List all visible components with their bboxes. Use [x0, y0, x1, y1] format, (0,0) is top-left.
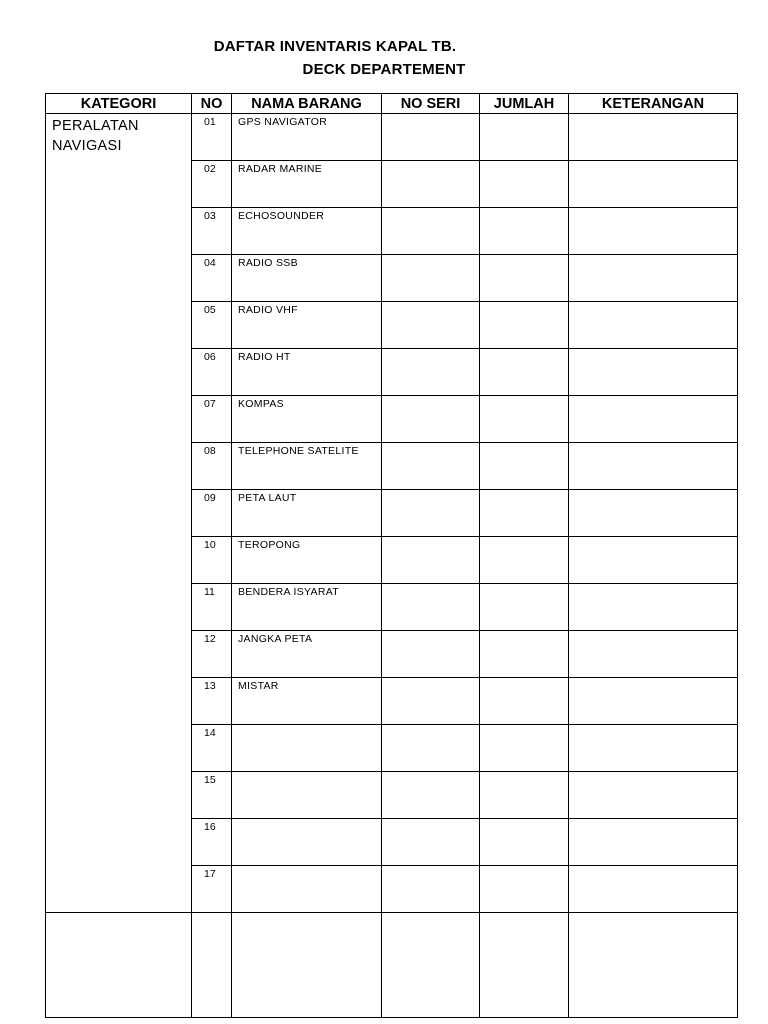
table-row [46, 114, 738, 161]
item-name [232, 725, 382, 772]
row-number: 08 [192, 443, 232, 490]
empty-quantity-cell [480, 913, 569, 1018]
quantity-cell [480, 114, 569, 161]
remarks-cell [569, 678, 738, 725]
quantity-cell [480, 208, 569, 255]
serial-number-cell [382, 678, 480, 725]
row-number: 11 [192, 584, 232, 631]
remarks-cell [569, 725, 738, 772]
item-name [232, 772, 382, 819]
row-number: 02 [192, 161, 232, 208]
remarks-cell [569, 161, 738, 208]
empty-serial-cell [382, 913, 480, 1018]
remarks-cell [569, 302, 738, 349]
serial-number-cell [382, 866, 480, 913]
remarks-cell [569, 866, 738, 913]
item-name: RADIO HT [232, 349, 382, 396]
row-number: 13 [192, 678, 232, 725]
serial-number-cell [382, 349, 480, 396]
inventory-table [45, 93, 738, 1018]
row-number: 16 [192, 819, 232, 866]
item-name: BENDERA ISYARAT [232, 584, 382, 631]
column-header-no: NO [192, 94, 232, 114]
row-number: 01 [192, 114, 232, 161]
remarks-cell [569, 208, 738, 255]
quantity-cell [480, 396, 569, 443]
quantity-cell [480, 490, 569, 537]
empty-name-cell [232, 913, 382, 1018]
row-number: 05 [192, 302, 232, 349]
column-header-jumlah: JUMLAH [480, 94, 569, 114]
quantity-cell [480, 255, 569, 302]
serial-number-cell [382, 208, 480, 255]
quantity-cell [480, 537, 569, 584]
remarks-cell [569, 255, 738, 302]
row-number: 14 [192, 725, 232, 772]
row-number: 03 [192, 208, 232, 255]
serial-number-cell [382, 772, 480, 819]
remarks-cell [569, 772, 738, 819]
quantity-cell [480, 443, 569, 490]
serial-number-cell [382, 161, 480, 208]
serial-number-cell [382, 584, 480, 631]
column-header-keterangan: KETERANGAN [569, 94, 738, 114]
item-name: MISTAR [232, 678, 382, 725]
empty-table-row [46, 913, 738, 1018]
quantity-cell [480, 678, 569, 725]
row-number: 09 [192, 490, 232, 537]
item-name: ECHOSOUNDER [232, 208, 382, 255]
row-number: 06 [192, 349, 232, 396]
serial-number-cell [382, 255, 480, 302]
serial-number-cell [382, 725, 480, 772]
item-name [232, 819, 382, 866]
remarks-cell [569, 396, 738, 443]
subtitle-text: DECK DEPARTEMENT [302, 61, 466, 78]
item-name: RADIO VHF [232, 302, 382, 349]
row-number: 04 [192, 255, 232, 302]
document-subtitle [0, 61, 768, 78]
serial-number-cell [382, 631, 480, 678]
quantity-cell [480, 819, 569, 866]
serial-number-cell [382, 302, 480, 349]
item-name: TELEPHONE SATELITE [232, 443, 382, 490]
row-number: 12 [192, 631, 232, 678]
empty-category-cell [46, 913, 192, 1018]
row-number: 17 [192, 866, 232, 913]
serial-number-cell [382, 114, 480, 161]
remarks-cell [569, 584, 738, 631]
row-number: 07 [192, 396, 232, 443]
column-header-no-seri: NO SERI [382, 94, 480, 114]
remarks-cell [569, 631, 738, 678]
quantity-cell [480, 302, 569, 349]
category-cell: PERALATAN NAVIGASI [46, 114, 192, 913]
item-name: TEROPONG [232, 537, 382, 584]
document-title: DAFTAR INVENTARIS KAPAL TB. [213, 38, 457, 55]
item-name: RADIO SSB [232, 255, 382, 302]
remarks-cell [569, 819, 738, 866]
quantity-cell [480, 631, 569, 678]
empty-remarks-cell [569, 913, 738, 1018]
remarks-cell [569, 349, 738, 396]
serial-number-cell [382, 819, 480, 866]
quantity-cell [480, 161, 569, 208]
item-name: PETA LAUT [232, 490, 382, 537]
serial-number-cell [382, 490, 480, 537]
row-number: 10 [192, 537, 232, 584]
serial-number-cell [382, 443, 480, 490]
column-header-nama-barang: NAMA BARANG [232, 94, 382, 114]
item-name: KOMPAS [232, 396, 382, 443]
serial-number-cell [382, 537, 480, 584]
quantity-cell [480, 584, 569, 631]
remarks-cell [569, 537, 738, 584]
quantity-cell [480, 349, 569, 396]
serial-number-cell [382, 396, 480, 443]
empty-no-cell [192, 913, 232, 1018]
quantity-cell [480, 725, 569, 772]
item-name [232, 866, 382, 913]
item-name: RADAR MARINE [232, 161, 382, 208]
quantity-cell [480, 866, 569, 913]
quantity-cell [480, 772, 569, 819]
row-number: 15 [192, 772, 232, 819]
item-name: GPS NAVIGATOR [232, 114, 382, 161]
table-header-row [46, 94, 738, 114]
remarks-cell [569, 114, 738, 161]
remarks-cell [569, 490, 738, 537]
item-name: JANGKA PETA [232, 631, 382, 678]
remarks-cell [569, 443, 738, 490]
column-header-kategori: KATEGORI [46, 94, 192, 114]
